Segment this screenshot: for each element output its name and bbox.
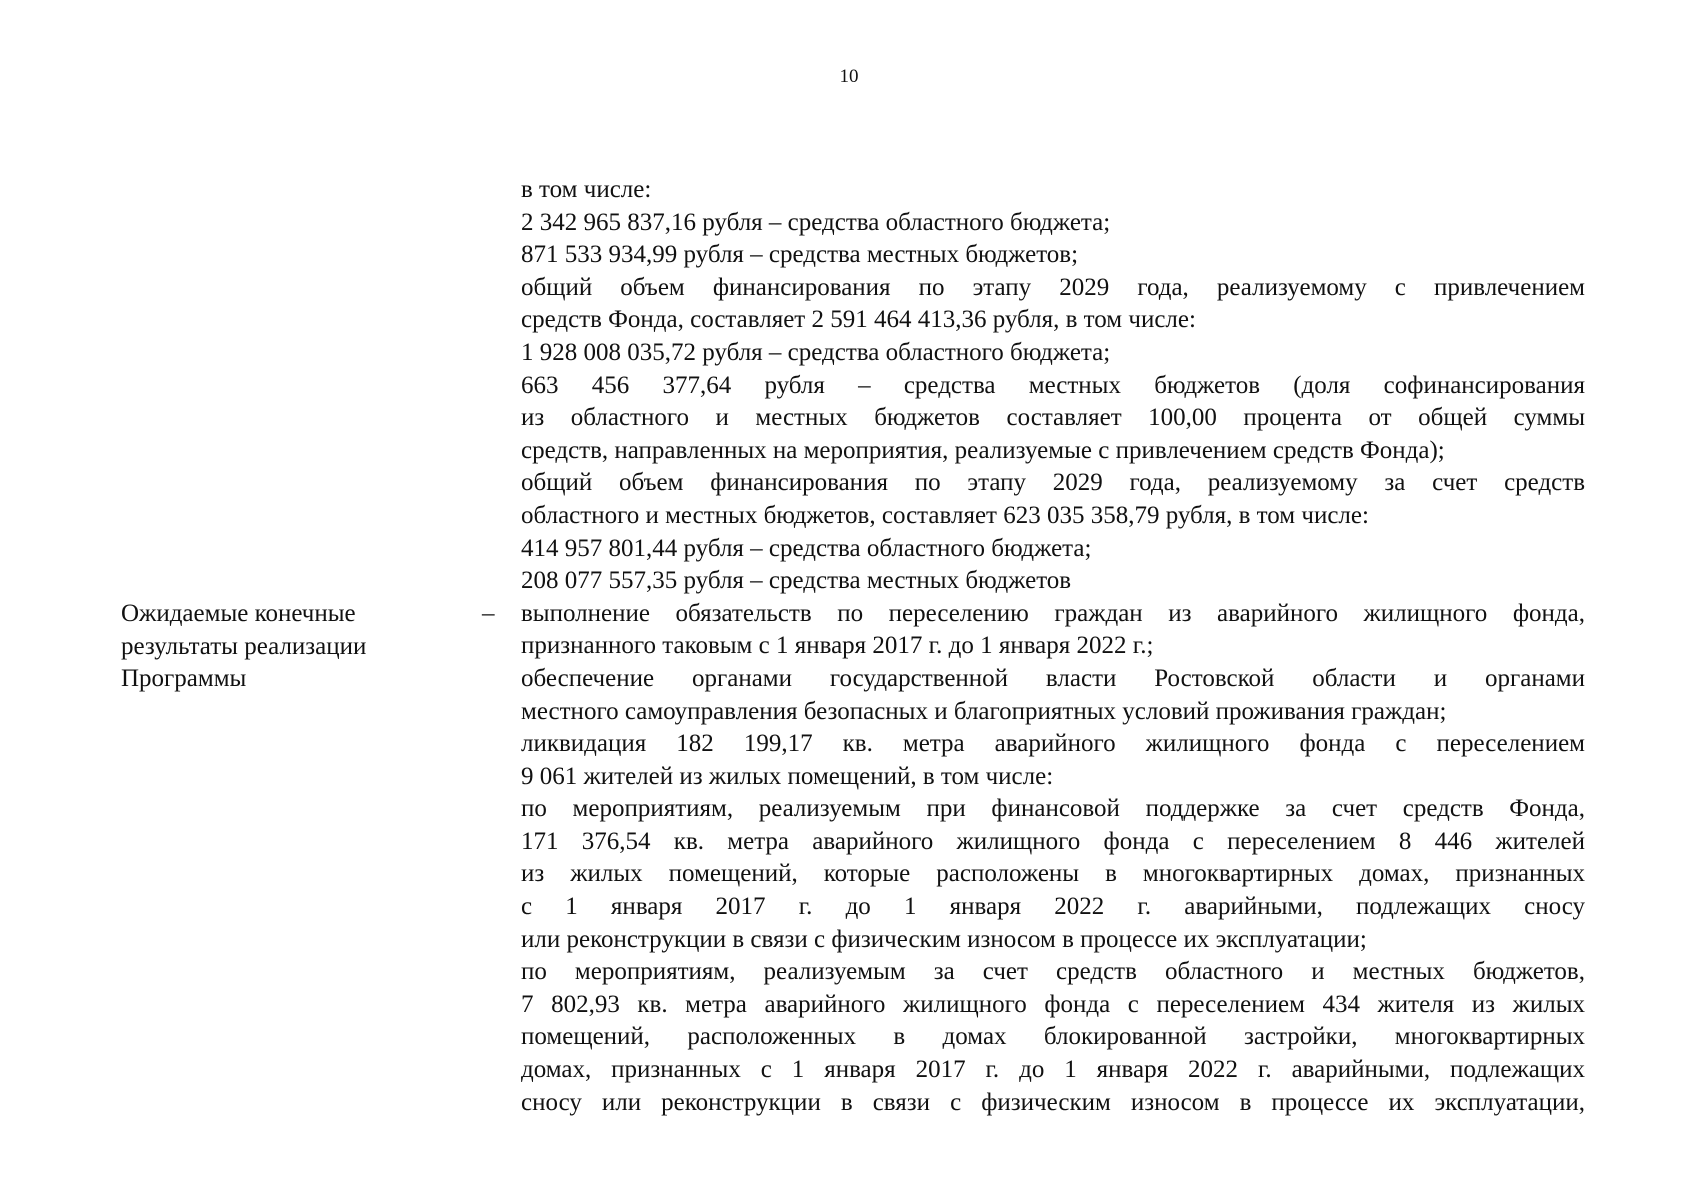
body-line: 171 376,54 кв. метра аварийного жилищного фонда с переселением 8 446 жителей	[521, 827, 1585, 855]
body-line: 1 928 008 035,72 рубля – средства областного бюджета;	[521, 338, 1111, 366]
body-line: 2 342 965 837,16 рубля – средства областного бюджета;	[521, 208, 1111, 236]
label-dash: –	[482, 600, 495, 627]
body-line: ликвидация 182 199,17 кв. метра аварийного жилищного фонда с переселением	[521, 730, 1585, 758]
section-label-line: Программы	[121, 665, 247, 693]
body-line: 871 533 934,99 рубля – средства местных бюджетов;	[521, 241, 1079, 269]
body-line: признанного таковым с 1 января 2017 г. до 1 января 2022 г.;	[521, 632, 1154, 660]
body-line: средств Фонда, составляет 2 591 464 413,36 рубля, в том числе:	[521, 306, 1196, 334]
body-line: общий объем финансирования по этапу 2029 года, реализуемому за счет средств	[521, 469, 1585, 497]
body-line: по мероприятиям, реализуемым за счет средств областного и местных бюджетов,	[521, 958, 1585, 986]
body-line: 414 957 801,44 рубля – средства областного бюджета;	[521, 534, 1092, 562]
body-line: областного и местных бюджетов, составляет 623 035 358,79 рубля, в том числе:	[521, 501, 1369, 529]
section-label	[121, 598, 451, 696]
body-line: 9 061 жителей из жилых помещений, в том числе:	[521, 762, 1054, 790]
section-label-line: Ожидаемые конечные	[121, 600, 356, 627]
body-line: домах, признанных с 1 января 2017 г. до 1 января 2022 г. аварийными, подлежащих	[521, 1056, 1585, 1084]
body-line: местного самоуправления безопасных и благоприятных условий проживания граждан;	[521, 697, 1447, 725]
body-line: из жилых помещений, которые расположены в многоквартирных домах, признанных	[521, 860, 1585, 888]
body-line: обеспечение органами государственной власти Ростовской области и органами	[521, 664, 1585, 692]
body-line: в том числе:	[521, 176, 652, 203]
body-text	[521, 174, 1585, 1119]
section-label-line: результаты реализации	[121, 632, 367, 660]
body-line: по мероприятиям, реализуемым при финансовой поддержке за счет средств Фонда,	[521, 795, 1585, 823]
page-number: 10	[839, 66, 859, 87]
body-line: из областного и местных бюджетов составляет 100,00 процента от общей суммы	[521, 404, 1585, 432]
body-line: выполнение обязательств по переселению граждан из аварийного жилищного фонда,	[521, 599, 1585, 627]
body-line: или реконструкции в связи с физическим износом в процессе их эксплуатации;	[521, 925, 1367, 953]
body-line: общий объем финансирования по этапу 2029 года, реализуемому с привлечением	[521, 273, 1585, 301]
body-line: сносу или реконструкции в связи с физическим износом в процессе их эксплуатации,	[521, 1088, 1585, 1116]
body-line: помещений, расположенных в домах блокированной застройки, многоквартирных	[521, 1023, 1585, 1051]
body-line: с 1 января 2017 г. до 1 января 2022 г. аварийными, подлежащих сносу	[521, 893, 1585, 921]
body-line: 7 802,93 кв. метра аварийного жилищного фонда с переселением 434 жителя из жилых	[521, 990, 1585, 1018]
body-line: средств, направленных на мероприятия, реализуемые с привлечением средств Фонда);	[521, 436, 1445, 464]
body-line: 663 456 377,64 рубля – средства местных бюджетов (доля софинансирования	[521, 371, 1585, 399]
body-line: 208 077 557,35 рубля – средства местных бюджетов	[521, 567, 1072, 595]
